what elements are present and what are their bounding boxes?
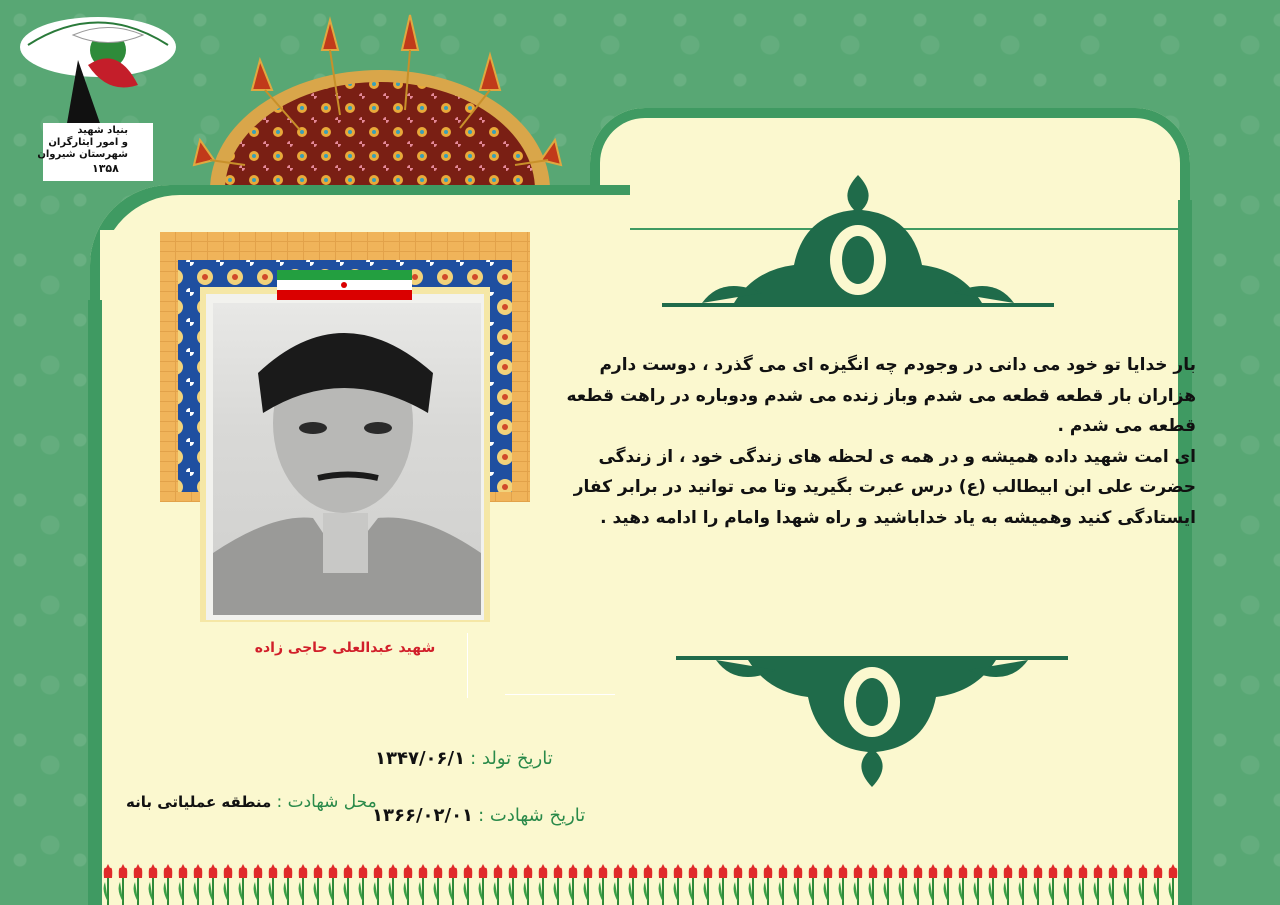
tulip-flower	[374, 864, 383, 878]
martyrdom-date-value: ۱۳۶۶/۰۲/۰۱	[372, 805, 474, 826]
martyrdom-place-label: محل شهادت :	[276, 792, 377, 812]
tulip-flower	[239, 864, 248, 878]
bottom-ornament	[676, 652, 1068, 787]
tulip-flower	[764, 864, 773, 878]
tulip-flower	[1004, 864, 1013, 878]
tulip-flower	[659, 864, 668, 878]
tulip-flower	[539, 864, 548, 878]
tulip-border	[100, 862, 1180, 905]
tulip-flower	[824, 864, 833, 878]
tulip-flower	[974, 864, 983, 878]
tulip-flower	[584, 864, 593, 878]
tulip-flower	[224, 864, 233, 878]
tulip-flower	[359, 864, 368, 878]
martyrdom-place-row	[126, 792, 377, 812]
tulip-flower	[464, 864, 473, 878]
quote-paragraph-2: ای امت شهید داده همیشه و در همه ی لحظه های زندگی خود ، از زندگی حضرت علی ابن ابیطالب (ع) درس عبرت بگیرید وتا می توانید در برابر کفار ایستادگی کنید وهمیشه به یاد خداباشید و راه شهدا وامام را ادامه دهید .	[573, 446, 1196, 528]
birth-date-value: ۱۳۴۷/۰۶/۱	[375, 748, 466, 769]
martyrdom-date-row	[372, 805, 585, 826]
tulip-flower	[194, 864, 203, 878]
tulip-flower	[749, 864, 758, 878]
divider-vertical	[467, 633, 468, 698]
tulip-flower	[299, 864, 308, 878]
tulip-flower	[779, 864, 788, 878]
logo-line-2: و امور ایثارگران	[48, 137, 128, 148]
tulip-flower	[884, 864, 893, 878]
tulip-flower	[1139, 864, 1148, 878]
tulip-flower	[119, 864, 128, 878]
tulip-flower	[404, 864, 413, 878]
tulip-flower	[959, 864, 968, 878]
tulip-flower	[449, 864, 458, 878]
tulip-flower	[644, 864, 653, 878]
tulip-flower	[554, 864, 563, 878]
top-ornament	[662, 175, 1054, 310]
tulip-flower	[209, 864, 218, 878]
tulip-flower	[179, 864, 188, 878]
tulip-flower	[599, 864, 608, 878]
tulip-flower	[1109, 864, 1118, 878]
tulip-flower	[269, 864, 278, 878]
tulip-flower	[839, 864, 848, 878]
tulip-flower	[1094, 864, 1103, 878]
panel-left-border	[88, 300, 102, 905]
birth-date-row	[375, 748, 553, 769]
tulip-flower	[1169, 864, 1178, 878]
tulip-flower	[284, 864, 293, 878]
tulip-flower	[1049, 864, 1058, 878]
tulip-flower	[704, 864, 713, 878]
tulip-flower	[1019, 864, 1028, 878]
tulip-flower	[434, 864, 443, 878]
martyr-portrait	[210, 300, 484, 618]
tulip-flower	[674, 864, 683, 878]
tulip-flower	[899, 864, 908, 878]
martyr-testament-quote	[560, 350, 1196, 533]
logo-line-1: بنیاد شهید	[77, 125, 128, 136]
birth-date-label: تاریخ تولد :	[470, 748, 553, 769]
logo-year: ۱۳۵۸	[92, 162, 119, 175]
dome-ornament	[170, 0, 590, 190]
tulip-flower	[569, 864, 578, 878]
tulip-flower	[329, 864, 338, 878]
tulip-flower	[689, 864, 698, 878]
tulip-flower	[914, 864, 923, 878]
tulip-flower	[314, 864, 323, 878]
tulip-flower	[1064, 864, 1073, 878]
tulip-flower	[989, 864, 998, 878]
tulip-flower	[149, 864, 158, 878]
divider-horizontal	[505, 694, 615, 695]
tulip-flower	[1034, 864, 1043, 878]
tulip-flower	[629, 864, 638, 878]
tulip-flower	[869, 864, 878, 878]
tulip-flower	[479, 864, 488, 878]
tulip-flower	[1154, 864, 1163, 878]
tulip-flower	[134, 864, 143, 878]
tulip-flower	[1124, 864, 1133, 878]
martyrdom-place-value: منطقه عملیاتی بانه	[126, 793, 272, 811]
tulip-flower	[614, 864, 623, 878]
martyrdom-date-label: تاریخ شهادت :	[478, 805, 586, 826]
logo-line-3: شهرستان شیروان	[37, 149, 128, 160]
tulip-flower	[509, 864, 518, 878]
tulip-flower	[419, 864, 428, 878]
tulip-flower	[854, 864, 863, 878]
tulip-flower	[719, 864, 728, 878]
panel-right-border	[1178, 200, 1192, 905]
quote-paragraph-1: بار خدایا تو خود می دانی در وجودم چه انگیزه ای می گذرد ، دوست دارم هزاران بار قطعه قطعه می شدم وباز زنده می شدم ودوباره در راهت قطعه قطعه می شدم .	[566, 355, 1196, 436]
tulip-flower	[944, 864, 953, 878]
tulip-flower	[524, 864, 533, 878]
martyr-name-caption: شهید عبدالعلی حاجی زاده	[254, 640, 436, 656]
tulip-flower	[344, 864, 353, 878]
logo-org-name	[28, 125, 128, 161]
tulip-flower	[929, 864, 938, 878]
tulip-flower	[794, 864, 803, 878]
tulip-flower	[494, 864, 503, 878]
tulip-flower	[1079, 864, 1088, 878]
tulip-flower	[104, 864, 113, 878]
iran-flag	[277, 270, 412, 300]
tulip-flower	[254, 864, 263, 878]
tulip-flower	[734, 864, 743, 878]
tulip-flower	[389, 864, 398, 878]
tulip-flower	[164, 864, 173, 878]
tulip-flower	[809, 864, 818, 878]
